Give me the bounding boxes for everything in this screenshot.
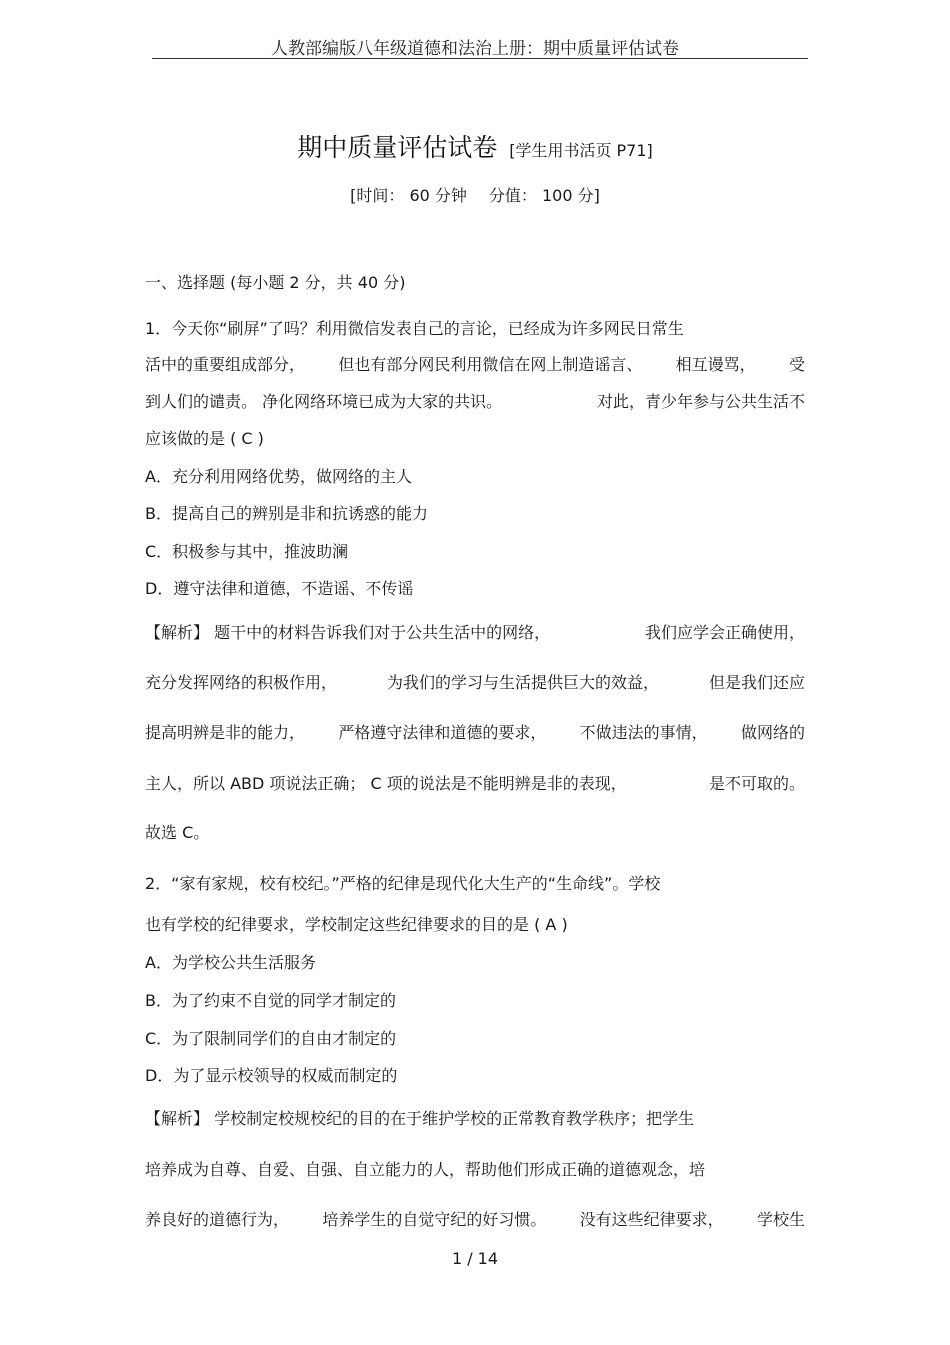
analysis-seg: 做网络的 — [740, 723, 805, 742]
q1-analysis-line-4 — [145, 771, 805, 794]
q2-stem-line-2: 也有学校的纪律要求，学校制定这些纪律要求的目的是 ( A ) — [145, 915, 568, 934]
q2-stem-line-1: 2．“家有家规，校有校纪。”严格的纪律是现代化大生产的“生命线”。学校 — [145, 874, 661, 893]
analysis-seg: 我们应学会正确使用， — [644, 623, 805, 642]
q1-stem-line-4: 应该做的是 ( C ) — [145, 429, 264, 448]
q1-option-c: C．积极参与其中，推波助澜 — [145, 542, 349, 561]
q1-stem-seg: 相互谩骂， — [675, 355, 756, 374]
q1-analysis-line-3 — [145, 720, 805, 743]
section-heading: 一、选择题 (每小题 2 分，共 40 分) — [145, 273, 406, 292]
q1-stem-seg: 对此，青少年参与公共生活不 — [596, 392, 805, 411]
page-title: 期中质量评估试卷 — [297, 133, 498, 162]
analysis-seg: 不做违法的事情， — [579, 723, 708, 742]
q1-option-a: A．充分利用网络优势，做网络的主人 — [145, 467, 412, 486]
q2-option-b: B．为了约束不自觉的同学才制定的 — [145, 991, 396, 1010]
analysis-seg: 充分发挥网络的积极作用， — [145, 673, 338, 692]
q1-stem-line-3 — [145, 389, 805, 412]
analysis-seg: 主人，所以 ABD 项说法正确； C 项的说法是不能明辨是非的表现， — [145, 774, 627, 793]
q1-stem-seg: 到人们的谴责。 净化网络环境已成为大家的共识。 — [145, 392, 503, 411]
q1-analysis-line-1 — [145, 620, 805, 643]
q1-stem-seg: 但也有部分网民利用微信在网上制造谣言、 — [338, 355, 643, 374]
title-note: [学生用书活页 P71] — [509, 141, 653, 160]
q2-analysis-line-3 — [145, 1207, 805, 1230]
q1-option-b: B．提高自己的辨别是非和抗诱惑的能力 — [145, 504, 428, 523]
exam-score: 分值： 100 分] — [488, 186, 600, 205]
q1-analysis-line-2 — [145, 670, 805, 693]
q1-stem-line-1: 1．今天你“刷屏”了吗？利用微信发表自己的言论，已经成为许多网民日常生 — [145, 319, 684, 338]
q2-option-c: C．为了限制同学们的自由才制定的 — [145, 1029, 397, 1048]
q2-option-d: D．为了显示校领导的权威而制定的 — [145, 1066, 398, 1085]
q1-stem-seg: 活中的重要组成部分， — [145, 355, 306, 374]
analysis-seg: 学校生 — [756, 1210, 805, 1229]
exam-time: [时间： 60 分钟 — [350, 186, 467, 205]
exam-meta — [0, 183, 950, 206]
page-number: 1 / 14 — [451, 1249, 499, 1268]
q1-analysis-line-5: 故选 C。 — [145, 823, 210, 842]
q2-option-a: A．为学校公共生活服务 — [145, 953, 316, 972]
analysis-seg: 养良好的道德行为， — [145, 1210, 290, 1229]
analysis-seg: 但是我们还应 — [708, 673, 805, 692]
q1-stem-seg: 受 — [788, 355, 805, 374]
q1-option-d: D．遵守法律和道德，不造谣、不传谣 — [145, 579, 414, 598]
analysis-seg: 是不可取的。 — [708, 774, 805, 793]
q2-analysis-line-1: 【解析】 学校制定校规校纪的目的在于维护学校的正常教育教学秩序；把学生 — [145, 1109, 695, 1128]
analysis-seg: 培养学生的自觉守纪的好习惯。 — [322, 1210, 547, 1229]
running-header: 人教部编版八年级道德和法治上册：期中质量评估试卷 — [271, 39, 679, 59]
header-rule — [152, 58, 808, 59]
analysis-seg: 为我们的学习与生活提供巨大的效益， — [386, 673, 659, 692]
analysis-seg: 【解析】 题干中的材料告诉我们对于公共生活中的网络， — [145, 623, 551, 642]
q1-stem-line-2 — [145, 352, 805, 375]
analysis-seg: 提高明辨是非的能力， — [145, 723, 306, 742]
analysis-seg: 没有这些纪律要求， — [579, 1210, 724, 1229]
q2-analysis-line-2: 培养成为自尊、自爱、自强、自立能力的人，帮助他们形成正确的道德观念，培 — [145, 1160, 706, 1179]
analysis-seg: 严格遵守法律和道德的要求， — [338, 723, 547, 742]
title-row — [0, 128, 950, 164]
